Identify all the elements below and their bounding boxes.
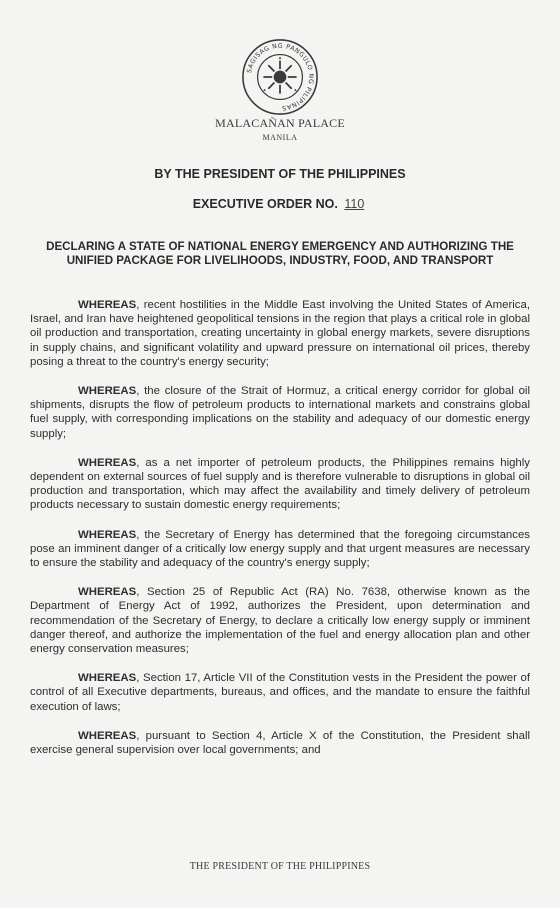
city-name: MANILA: [262, 133, 298, 142]
whereas-text: , as a net importer of petroleum products, the Philippines remains highly dependent on external sources of fuel supply and is therefore vulnerable to disruptions in global oil production and transportation, which may affect the availability and timely delivery of petroleum products necessary to sustain domestic energy requirements;: [30, 456, 530, 512]
whereas-text: , pursuant to Section 4, Article X of the Constitution, the President shall exercise general supervision over local governments; and: [30, 729, 530, 757]
document-body: [30, 298, 530, 772]
executive-order-label: EXECUTIVE ORDER NO.: [192, 197, 338, 211]
whereas-clause: [30, 729, 530, 757]
seal-ring-text: SAGISAG NG PANGULO NG PILIPINAS: [245, 42, 315, 112]
by-line: BY THE PRESIDENT OF THE PHILIPPINES: [154, 167, 406, 181]
whereas-clause: [30, 585, 530, 656]
whereas-clause: [30, 298, 530, 369]
page-footer: THE PRESIDENT OF THE PHILIPPINES: [189, 861, 371, 872]
whereas-lead: WHEREAS: [78, 672, 137, 685]
whereas-text: , the closure of the Strait of Hormuz, a critical energy corridor for global oil shipments, disrupts the flow of petroleum products to international markets and constrains global fuel supply, with corresponding implications on the stability and adequacy of our domestic energy supply;: [30, 385, 530, 440]
whereas-text: , Section 17, Article VII of the Constitution vests in the President the power of control of all Executive departments, bureaus, and offices, and the mandate to ensure the faithful execution of laws;: [30, 672, 530, 713]
whereas-text: , the Secretary of Energy has determined that the foregoing circumstances pose an imminent danger of a critically low energy supply and that urgent measures are necessary to ensure the stability and adequacy of the country's energy supply;: [30, 528, 530, 570]
whereas-lead: WHEREAS: [78, 729, 137, 742]
presidential-seal-icon: [241, 38, 319, 116]
whereas-clause: [30, 384, 530, 441]
whereas-lead: WHEREAS: [78, 299, 137, 311]
executive-order-number: 110: [344, 197, 365, 211]
whereas-text: , Section 25 of Republic Act (RA) No. 7638, otherwise known as the Department of Energy Act of 1992, authorizes the President, upon determination and recommendation of the Secretary of Energy, to declare a critically low energy supply or imminent danger thereof, and authorize the implementation of the fuel and energy allocation plan and other energy conservation measures;: [30, 586, 530, 656]
whereas-lead: WHEREAS: [78, 586, 137, 599]
whereas-lead: WHEREAS: [78, 528, 137, 541]
whereas-clause: [30, 671, 530, 714]
whereas-clause: [30, 456, 530, 513]
whereas-lead: WHEREAS: [78, 385, 137, 398]
whereas-lead: WHEREAS: [78, 456, 137, 469]
palace-name: MALACAÑAN PALACE: [215, 116, 345, 130]
whereas-text: , recent hostilities in the Middle East involving the United States of America, Israel, and Iran have heightened geopolitical tensions in the region that plays a critical role in global oil production and transportation, creating uncertainty in global energy markets, severe disruptions in supply chains, and significant volatility and upward pressure on international oil prices, thereby posing a threat to the country's energy security;: [30, 299, 530, 368]
document-title: DECLARING A STATE OF NATIONAL ENERGY EMERGENCY AND AUTHORIZING THE UNIFIED PACKAGE FOR LIVELIHOODS, INDUSTRY, FOOD, AND TRANSPORT: [46, 240, 514, 267]
whereas-clause: [30, 528, 530, 571]
executive-order-heading: [0, 197, 560, 211]
